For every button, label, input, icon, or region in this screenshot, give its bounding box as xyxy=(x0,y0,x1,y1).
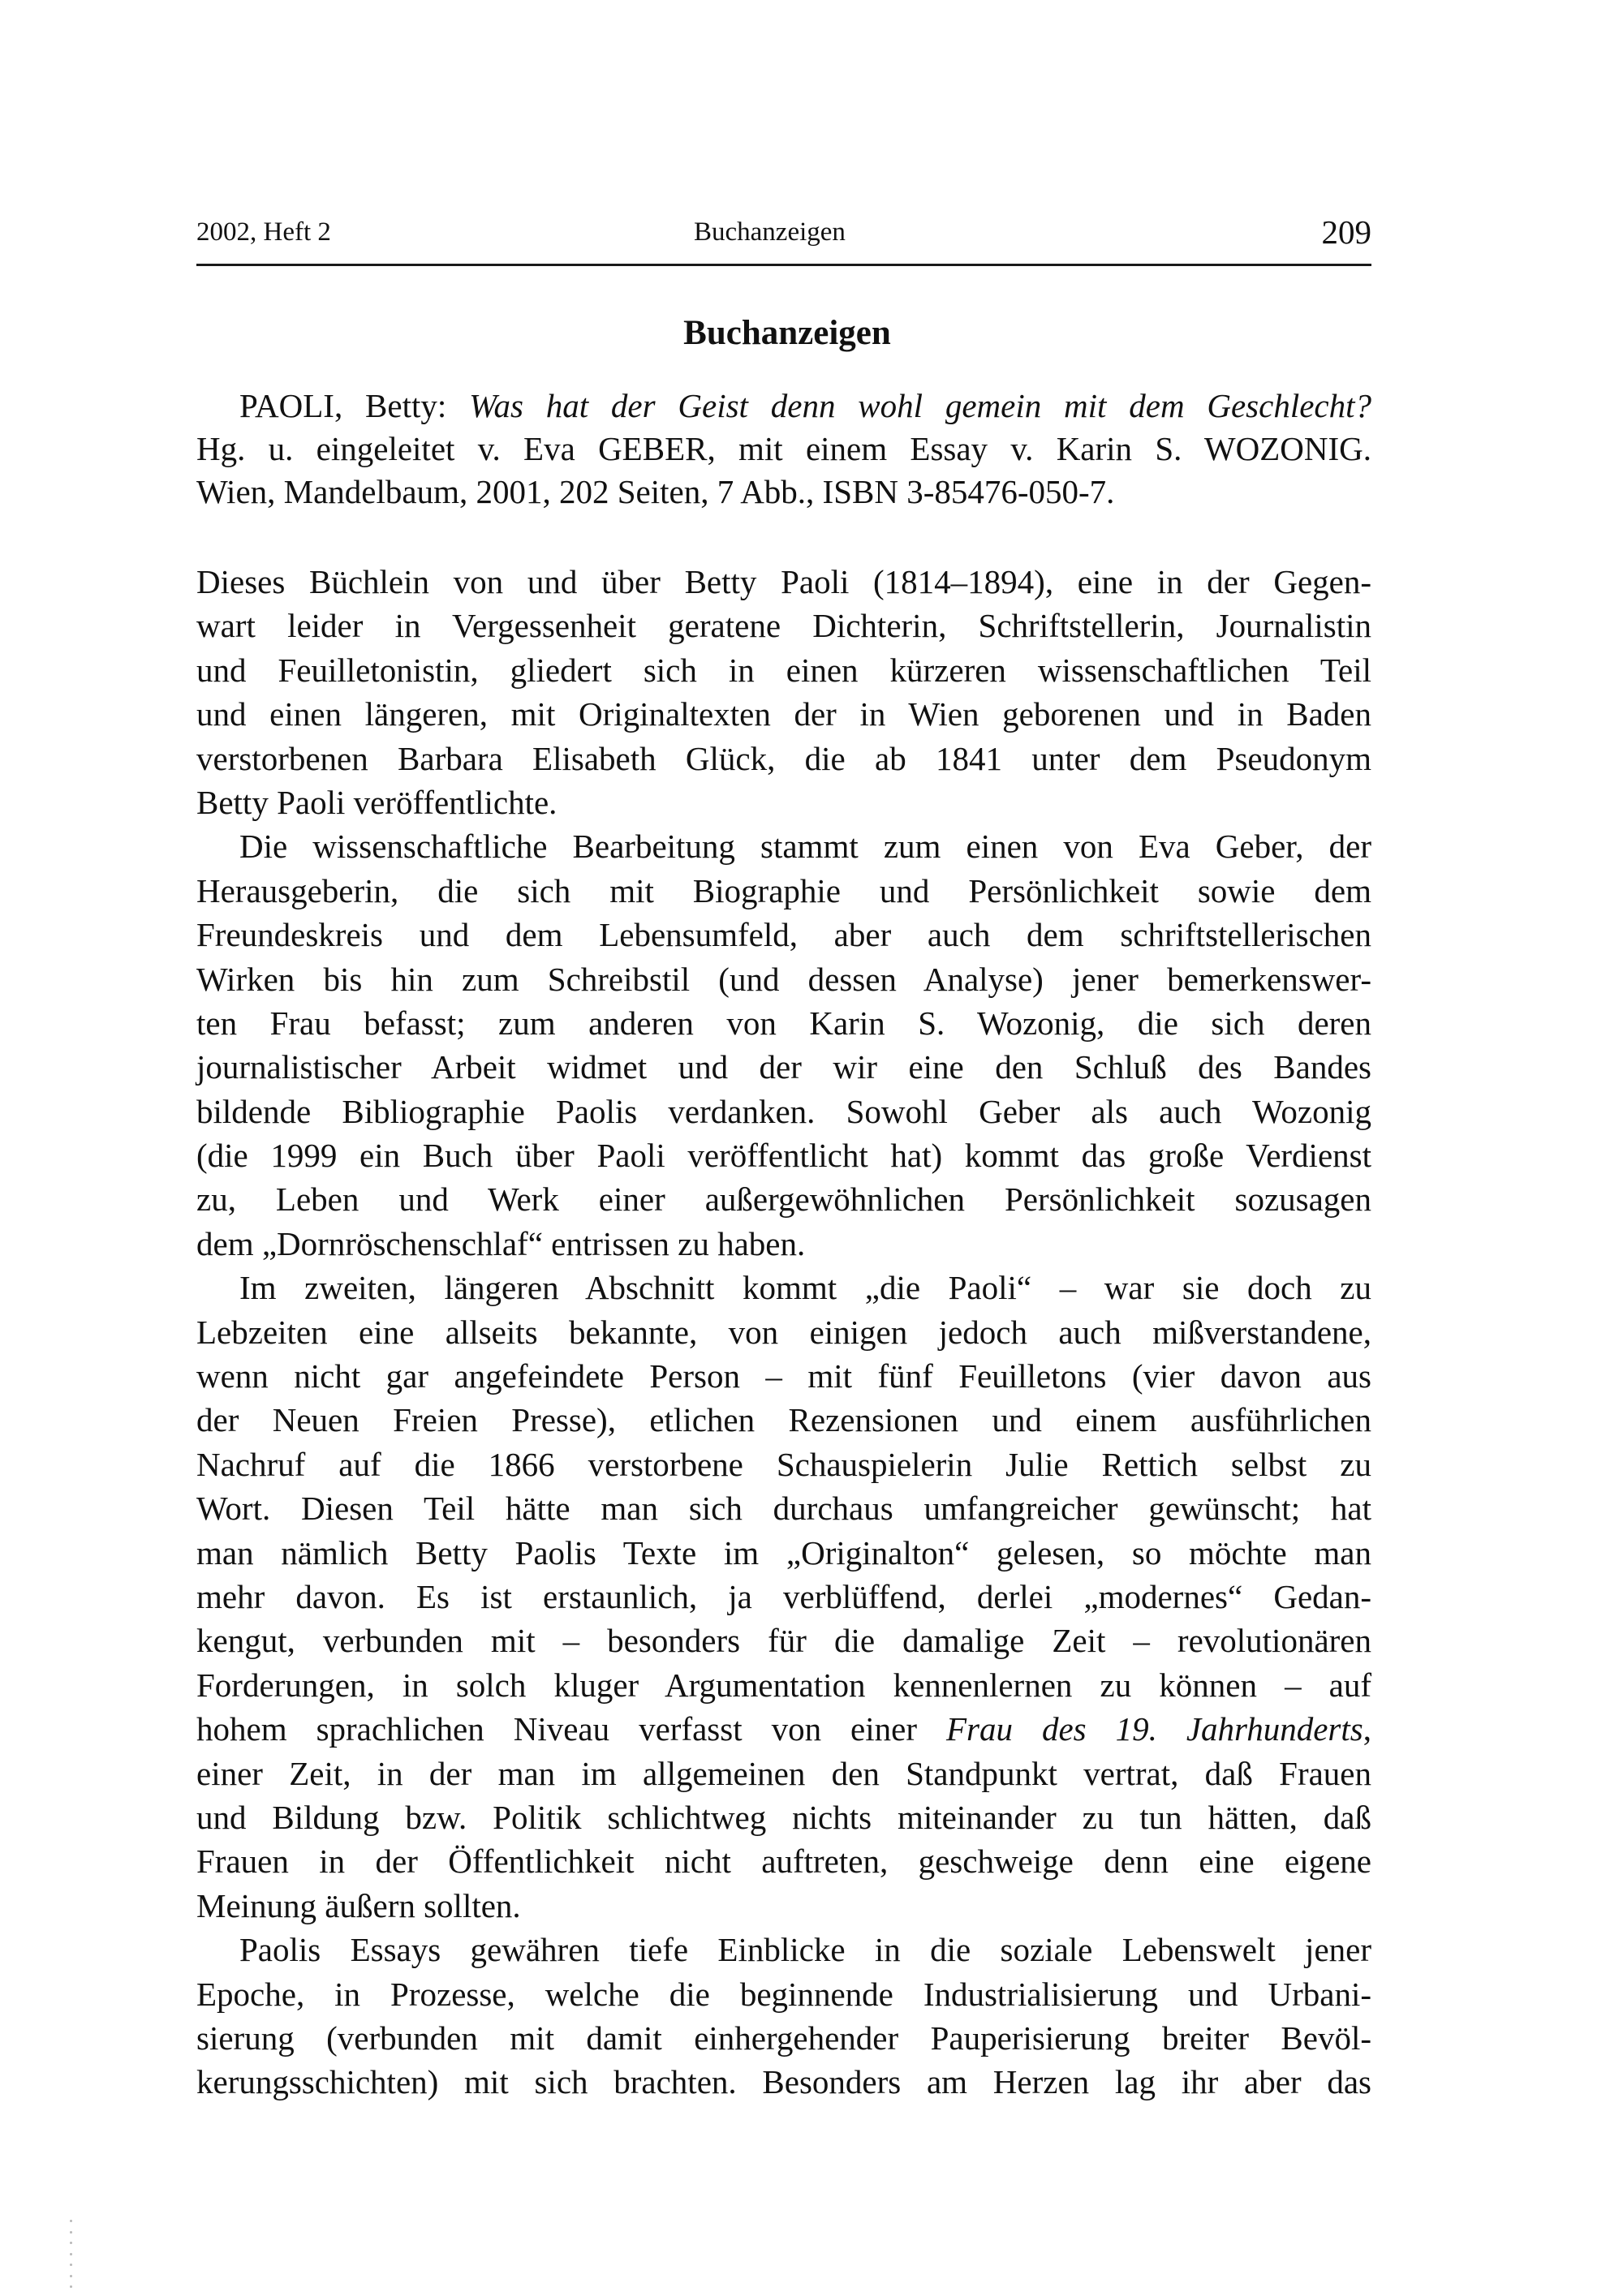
body-line: wenn nicht gar angefeindete Person – mit fünf Feuilletons (vier davon aus xyxy=(196,1357,1371,1395)
body-line: mehr davon. Es ist erstaunlich, ja verblüffend, derlei „modernes“ Gedan- xyxy=(196,1577,1371,1615)
body-line: ten Frau befasst; zum anderen von Karin S. Wozonig, die sich deren xyxy=(196,1004,1371,1042)
body-line: Herausgeberin, die sich mit Biographie und Persönlichkeit sowie dem xyxy=(196,871,1371,909)
citation-line-1 xyxy=(196,385,1371,428)
body-line: Lebzeiten eine allseits bekannte, von einigen jedoch auch mißverstandene, xyxy=(196,1313,1371,1351)
body-line: Wort. Diesen Teil hätte man sich durchaus umfangreicher gewünscht; hat xyxy=(196,1490,1371,1528)
scan-margin-dots xyxy=(70,2220,73,2293)
header-rule xyxy=(196,264,1371,266)
body-line: Nachruf auf die 1866 verstorbene Schauspielerin Julie Rettich selbst zu xyxy=(196,1445,1371,1483)
scan-dot xyxy=(70,2220,72,2222)
running-head-title: Buchanzeigen xyxy=(694,217,846,247)
body-line: wart leider in Vergessenheit geratene Dichterin, Schriftstellerin, Journalistin xyxy=(196,607,1371,645)
section-title: Buchanzeigen xyxy=(683,314,891,352)
body-line: Paolis Essays gewähren tiefe Einblicke in die soziale Lebenswelt jener xyxy=(239,1931,1371,1969)
body-line: der Neuen Freien Presse), etlichen Rezensionen und einem ausführlichen xyxy=(196,1401,1371,1439)
body-line-with-italic xyxy=(196,1707,1371,1751)
scan-dot xyxy=(70,2264,72,2266)
scan-dot xyxy=(70,2275,72,2277)
body-line: bildende Bibliographie Paolis verdanken. Sowohl Geber als auch Wozonig xyxy=(196,1092,1371,1130)
body-line: Epoche, in Prozesse, welche die beginnende Industrialisierung und Urbani- xyxy=(196,1975,1371,2013)
body-line: journalistischer Arbeit widmet und der wir eine den Schluß des Bandes xyxy=(196,1048,1371,1086)
citation-line-3: Wien, Mandelbaum, 2001, 202 Seiten, 7 Abb., ISBN 3-85476-050-7. xyxy=(196,473,1115,510)
body-line: Betty Paoli veröffentlichte. xyxy=(196,783,558,821)
body-line: Forderungen, in solch kluger Argumentation kennenlernen zu können – auf xyxy=(196,1666,1371,1704)
body-line: man nämlich Betty Paolis Texte im „Originalton“ gelesen, so möchte man xyxy=(196,1533,1371,1572)
citation-author: PAOLI, Betty: xyxy=(239,387,470,424)
body-line: Frauen in der Öffentlichkeit nicht auftreten, geschweige denn eine eigene xyxy=(196,1842,1371,1881)
body-line: Im zweiten, längeren Abschnitt kommt „die Paoli“ – war sie doch zu xyxy=(239,1269,1371,1307)
body-line: und Bildung bzw. Politik schlichtweg nichts miteinander zu tun hätten, daß xyxy=(196,1798,1371,1836)
body-line: Meinung äußern sollten. xyxy=(196,1886,521,1924)
scan-dot xyxy=(70,2253,72,2255)
issue-label: 2002, Heft 2 xyxy=(196,217,331,247)
scan-dot xyxy=(70,2285,72,2288)
body-text: hohem sprachlichen Niveau verfasst von einer xyxy=(196,1710,946,1748)
book-citation xyxy=(196,385,1371,514)
body-line: Die wissenschaftliche Bearbeitung stammt zum einen von Eva Geber, der xyxy=(239,828,1371,866)
running-head xyxy=(196,213,1371,253)
italic-phrase: Frau des 19. Jahrhunderts xyxy=(945,1710,1363,1748)
punctuation: , xyxy=(1363,1710,1371,1748)
body-line: verstorbenen Barbara Elisabeth Glück, die ab 1841 unter dem Pseudonym xyxy=(196,739,1371,777)
book-title: Was hat der Geist denn wohl gemein mit dem Geschlecht? xyxy=(469,387,1372,424)
body-line: kerungsschichten) mit sich brachten. Besonders am Herzen lag ihr aber das xyxy=(196,2063,1371,2101)
body-line: kengut, verbunden mit – besonders für die damalige Zeit – revolutionären xyxy=(196,1622,1371,1660)
body-line: Freundeskreis und dem Lebensumfeld, aber auch dem schriftstellerischen xyxy=(196,916,1371,954)
body-line: sierung (verbunden mit damit einhergehender Pauperisierung breiter Bevöl- xyxy=(196,2019,1371,2057)
body-line: Wirken bis hin zum Schreibstil (und dessen Analyse) jener bemerkenswer- xyxy=(196,960,1371,998)
citation-line-2: Hg. u. eingeleitet v. Eva GEBER, mit einem Essay v. Karin S. WOZONIG. xyxy=(196,430,1371,467)
body-line: einer Zeit, in der man im allgemeinen den Standpunkt vertrat, daß Frauen xyxy=(196,1754,1371,1792)
body-line: zu, Leben und Werk einer außergewöhnlichen Persönlichkeit sozusagen xyxy=(196,1180,1371,1219)
body-line: und Feuilletonistin, gliedert sich in einen kürzeren wissenschaftlichen Teil xyxy=(196,651,1371,689)
body-line: (die 1999 ein Buch über Paoli veröffentlicht hat) kommt das große Verdienst xyxy=(196,1137,1371,1175)
body-line: und einen längeren, mit Originaltexten der in Wien geborenen und in Baden xyxy=(196,695,1371,733)
body-line: Dieses Büchlein von und über Betty Paoli (1814–1894), eine in der Gegen- xyxy=(196,563,1371,600)
review-body xyxy=(196,560,1371,2105)
page-number: 209 xyxy=(1321,213,1371,251)
body-line: dem „Dornröschenschlaf“ entrissen zu haben. xyxy=(196,1224,806,1262)
scan-dot xyxy=(70,2231,72,2234)
scan-dot xyxy=(70,2242,72,2244)
